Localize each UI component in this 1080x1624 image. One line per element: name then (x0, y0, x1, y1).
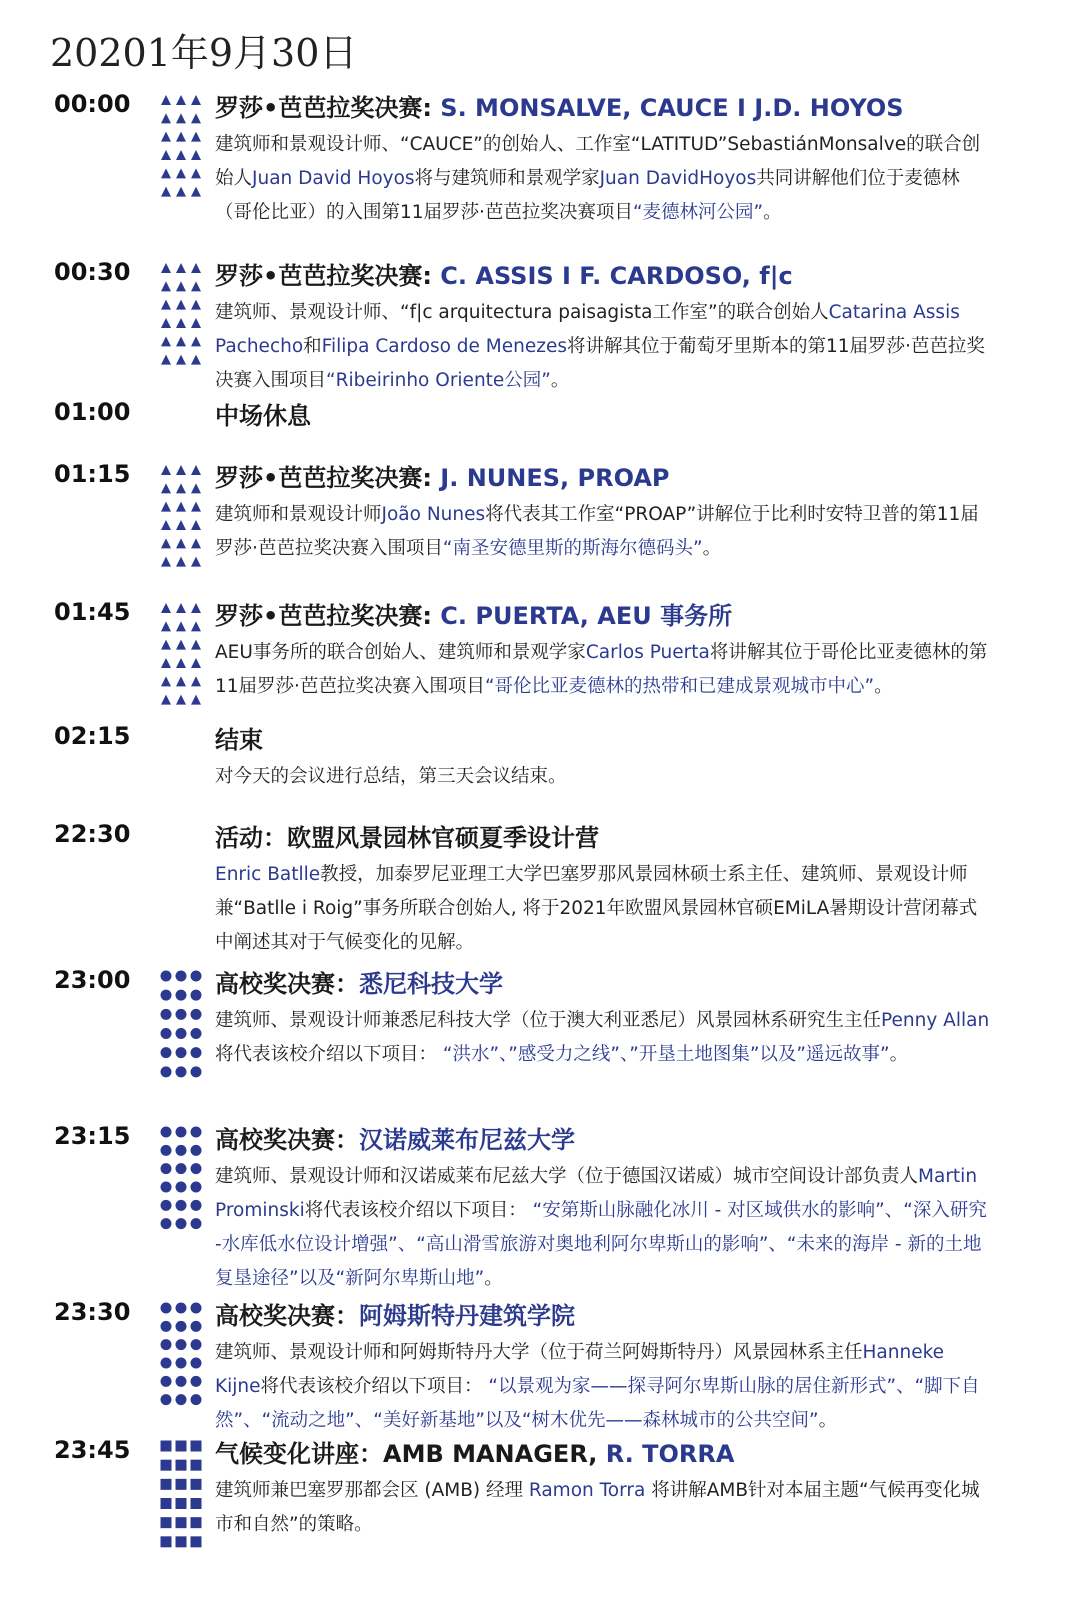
dot-shape (191, 1218, 202, 1229)
dot-shape (191, 1163, 202, 1174)
description-text: 将代表其工作室“PROAP”讲解位于比利时安特卫普的第11届罗莎·芭芭拉奖决赛入围项目 (215, 504, 979, 559)
entry-title (215, 722, 995, 758)
description-text: 建筑师和景观设计师 (215, 504, 382, 525)
dot-shape (176, 1163, 187, 1174)
triangle-shape (161, 621, 171, 631)
triangle-shape (191, 621, 201, 631)
entry-time: 01:00 (54, 398, 131, 426)
dot-shape (176, 1009, 187, 1020)
triangle-shape (161, 603, 171, 613)
dot-shape (161, 1218, 172, 1229)
triangle-shape (161, 132, 171, 142)
entry-content (215, 966, 995, 1072)
triangle-shape (161, 483, 171, 493)
triangle-shape (191, 263, 201, 273)
triangle-shape (191, 300, 201, 310)
description-highlight: Juan DavidHoyos (599, 168, 757, 189)
description-text: 将讲解其位于葡萄牙里斯本的第11届罗莎·芭芭拉奖决赛入围项目 (215, 336, 985, 391)
description-text: 将讲解其位于哥伦比亚麦德林的第11届罗莎·芭芭拉奖决赛入围项目 (215, 642, 988, 697)
triangle-shape (161, 187, 171, 197)
description-text: 建筑师和景观设计师、“CAUCE”的创始人、工作室“LATITUD”SebastiánMonsalve的联合创始人 (215, 134, 981, 189)
dot-shape (176, 1376, 187, 1387)
description-highlight: “以景观为家——探寻阿尔卑斯山脉的居住新形式”、“脚下自然”、“流动之地”、“美好新基地”以及“树木优先——森林城市的公共空间” (215, 1376, 980, 1431)
dot-shape (191, 1303, 202, 1314)
entry-icon (160, 262, 210, 372)
description-text: 建筑师兼巴塞罗那都会区 (AMB) 经理 (215, 1480, 529, 1501)
dot-shape (191, 1047, 202, 1058)
entry-content (215, 1122, 995, 1296)
description-highlight: “哥伦比亚麦德林的热带和已建成景观城市中心” (484, 676, 875, 697)
triangle-shape (161, 263, 171, 273)
triangle-shape (176, 502, 186, 512)
triangle-grid-icon (160, 94, 210, 204)
entry-icon (160, 464, 210, 574)
entry-time: 23:45 (54, 1436, 131, 1464)
entry-title (215, 1122, 995, 1158)
triangle-shape (161, 355, 171, 365)
dot-shape (161, 1066, 172, 1077)
triangle-shape (161, 465, 171, 475)
description-highlight: Filipa Cardoso de Menezes (321, 336, 567, 357)
description-text: 。 (763, 202, 782, 223)
dot-shape (176, 1028, 187, 1039)
entry-description (215, 1474, 995, 1542)
dot-shape (176, 1339, 187, 1350)
triangle-shape (161, 113, 171, 123)
triangle-shape (161, 640, 171, 650)
triangle-shape (176, 695, 186, 705)
entry-time: 23:00 (54, 966, 131, 994)
dot-shape (191, 1028, 202, 1039)
entry-time: 02:15 (54, 722, 131, 750)
triangle-shape (191, 187, 201, 197)
dot-shape (191, 1145, 202, 1156)
description-highlight: “安第斯山脉融化冰川 - 对区域供水的影响”、“深入研究 -水库低水位设计增强”、“高山滑雪旅游对奥地利阿尔卑斯山的影响”、“未来的海岸 - 新的土地复垦途径”以及“新阿尔卑斯山地” (215, 1200, 987, 1289)
description-text: 建筑师、景观设计师和汉诺威莱布尼兹大学（位于德国汉诺威）城市空间设计部负责人 (215, 1166, 919, 1187)
entry-title-highlight: R. TORRA (605, 1440, 735, 1468)
triangle-shape (191, 502, 201, 512)
triangle-shape (176, 603, 186, 613)
dot-grid-icon (160, 1126, 210, 1236)
dot-shape (191, 1009, 202, 1020)
entry-description (215, 636, 995, 704)
dot-shape (191, 1127, 202, 1138)
entry-content (215, 598, 995, 704)
square-shape (161, 1441, 172, 1452)
square-shape (176, 1498, 187, 1509)
dot-shape (176, 971, 187, 982)
entry-title (215, 820, 995, 856)
triangle-shape (176, 263, 186, 273)
dot-shape (161, 1376, 172, 1387)
entry-content (215, 1298, 995, 1438)
dot-shape (176, 1394, 187, 1405)
square-shape (161, 1517, 172, 1528)
description-text: 。 (484, 1268, 503, 1289)
entry-description (215, 1004, 995, 1072)
dot-shape (176, 1066, 187, 1077)
dot-shape (176, 1047, 187, 1058)
description-text: 对今天的会议进行总结，第三天会议结束。 (215, 766, 567, 787)
triangle-shape (191, 538, 201, 548)
triangle-shape (176, 168, 186, 178)
triangle-shape (161, 538, 171, 548)
dot-shape (191, 971, 202, 982)
dot-shape (161, 1163, 172, 1174)
entry-time: 00:30 (54, 258, 131, 286)
triangle-shape (161, 168, 171, 178)
triangle-shape (176, 150, 186, 160)
description-text: 建筑师、景观设计师和阿姆斯特丹大学（位于荷兰阿姆斯特丹）风景园林系主任 (215, 1342, 863, 1363)
dot-shape (161, 1028, 172, 1039)
entry-description (215, 296, 995, 398)
entry-time: 23:30 (54, 1298, 131, 1326)
square-shape (176, 1460, 187, 1471)
dot-grid-icon (160, 970, 210, 1085)
entry-content (215, 820, 995, 960)
dot-shape (161, 1127, 172, 1138)
dot-shape (191, 1321, 202, 1332)
triangle-shape (191, 695, 201, 705)
square-shape (191, 1479, 202, 1490)
entry-title (215, 90, 995, 126)
dot-shape (191, 1394, 202, 1405)
triangle-shape (191, 95, 201, 105)
triangle-shape (161, 281, 171, 291)
triangle-shape (191, 520, 201, 530)
entry-description (215, 128, 995, 230)
triangle-shape (161, 150, 171, 160)
description-text: 教授，加泰罗尼亚理工大学巴塞罗那风景园林硕士系主任、建筑师、景观设计师兼“Batlle i Roig”事务所联合创始人, 将于2021年欧盟风景园林官硕EMiLA暑期设计营闭幕式中阐述其对于气候变化的见解。 (215, 864, 978, 953)
triangle-shape (176, 676, 186, 686)
entry-title-prefix: 罗莎•芭芭拉奖决赛: (215, 464, 441, 492)
entry-title-highlight: 悉尼科技大学 (359, 970, 503, 998)
square-shape (191, 1498, 202, 1509)
entry-title (215, 966, 995, 1002)
triangle-shape (176, 538, 186, 548)
triangle-shape (176, 95, 186, 105)
entry-title-highlight: S. MONSALVE, CAUCE I J.D. HOYOS (440, 94, 904, 122)
entry-title-highlight: C. ASSIS I F. CARDOSO, f|c (440, 262, 793, 290)
triangle-shape (176, 658, 186, 668)
entry-time: 23:15 (54, 1122, 131, 1150)
dot-shape (191, 990, 202, 1001)
description-highlight: Catarina Assis Pachecho (215, 302, 960, 357)
triangle-shape (161, 502, 171, 512)
triangle-shape (191, 676, 201, 686)
description-highlight: Carlos Puerta (585, 642, 710, 663)
description-highlight: Ramon Torra (528, 1480, 646, 1501)
square-shape (176, 1517, 187, 1528)
triangle-shape (176, 318, 186, 328)
description-text: 将与建筑师和景观学家 (414, 168, 600, 189)
description-highlight: Juan David Hoyos (252, 168, 415, 189)
triangle-shape (176, 483, 186, 493)
entry-icon (160, 1302, 210, 1412)
triangle-shape (176, 640, 186, 650)
triangle-shape (191, 113, 201, 123)
entry-icon (160, 1126, 210, 1236)
triangle-shape (161, 676, 171, 686)
entry-content (215, 258, 995, 398)
entry-title (215, 460, 995, 496)
triangle-grid-icon (160, 602, 210, 712)
dot-shape (176, 1358, 187, 1369)
square-grid-icon (160, 1440, 210, 1555)
entry-content (215, 722, 995, 794)
dot-shape (161, 1303, 172, 1314)
dot-shape (161, 1321, 172, 1332)
dot-shape (161, 990, 172, 1001)
dot-grid-icon (160, 1302, 210, 1412)
entry-title-highlight: 阿姆斯特丹建筑学院 (359, 1302, 575, 1330)
triangle-grid-icon (160, 464, 210, 574)
entry-description (215, 1160, 995, 1296)
square-shape (161, 1536, 172, 1547)
square-shape (176, 1479, 187, 1490)
dot-shape (161, 1358, 172, 1369)
triangle-shape (191, 355, 201, 365)
triangle-shape (176, 465, 186, 475)
entry-time: 22:30 (54, 820, 131, 848)
dot-shape (176, 990, 187, 1001)
triangle-shape (161, 658, 171, 668)
entry-content (215, 460, 995, 566)
description-text: 建筑师、景观设计师、“f|c arquitectura paisagista工作室”的联合创始人 (215, 302, 829, 323)
square-shape (161, 1498, 172, 1509)
description-highlight: João Nunes (381, 504, 486, 525)
dot-shape (176, 1200, 187, 1211)
description-text: 将讲解AMB针对本届主题“气候再变化城市和自然”的策略。 (215, 1480, 980, 1535)
dot-shape (161, 1339, 172, 1350)
triangle-shape (176, 187, 186, 197)
description-text: 将代表该校介绍以下项目： (304, 1200, 533, 1221)
entry-title-prefix: 罗莎•芭芭拉奖决赛: (215, 602, 441, 630)
triangle-shape (191, 150, 201, 160)
triangle-shape (161, 336, 171, 346)
triangle-shape (191, 465, 201, 475)
triangle-shape (176, 336, 186, 346)
description-text: 。 (702, 538, 722, 559)
description-text: 。 (550, 370, 570, 391)
entry-title-prefix: 结束 (215, 726, 263, 754)
description-highlight: “洪水”、”感受力之线”、”开垦土地图集”以及”遥远故事” (442, 1044, 890, 1065)
description-highlight: “Ribeirinho Oriente公园” (326, 370, 551, 391)
entry-title-prefix: 活动：欧盟风景园林官硕夏季设计营 (215, 824, 599, 852)
entry-title (215, 398, 995, 434)
dot-shape (176, 1303, 187, 1314)
description-highlight: Enric Batlle (215, 864, 321, 885)
triangle-shape (176, 113, 186, 123)
entry-title (215, 1298, 995, 1334)
entry-title-prefix: 气候变化讲座：AMB MANAGER, (215, 1440, 606, 1468)
square-shape (161, 1460, 172, 1471)
entry-time: 01:15 (54, 460, 131, 488)
triangle-shape (176, 281, 186, 291)
entry-title (215, 258, 995, 294)
description-highlight: Penny Allan (881, 1010, 990, 1031)
triangle-shape (191, 132, 201, 142)
dot-shape (161, 1047, 172, 1058)
entry-content (215, 1436, 995, 1542)
entry-title-prefix: 罗莎•芭芭拉奖决赛: (215, 94, 441, 122)
entry-icon (160, 94, 210, 204)
dot-shape (176, 1127, 187, 1138)
dot-shape (161, 971, 172, 982)
dot-shape (191, 1376, 202, 1387)
page-date: 20201年9月30日 (50, 31, 358, 75)
triangle-shape (191, 658, 201, 668)
dot-shape (161, 1394, 172, 1405)
triangle-shape (176, 132, 186, 142)
triangle-shape (161, 520, 171, 530)
description-text: 共同讲解他们位于麦德林（哥伦比亚）的入围第11届罗莎·芭芭拉奖决赛项目 (215, 168, 960, 223)
description-text: 将代表该校介绍以下项目： (215, 1044, 443, 1065)
entry-title-prefix: 高校奖决赛： (215, 1302, 359, 1330)
dot-shape (191, 1200, 202, 1211)
triangle-shape (191, 318, 201, 328)
entry-description (215, 498, 995, 566)
entry-description (215, 760, 995, 794)
square-shape (176, 1536, 187, 1547)
entry-icon (160, 970, 210, 1085)
dot-shape (176, 1145, 187, 1156)
square-shape (191, 1517, 202, 1528)
entry-description (215, 1336, 995, 1438)
description-text: 。 (874, 676, 893, 697)
entry-content (215, 90, 995, 230)
dot-shape (161, 1009, 172, 1020)
triangle-shape (161, 300, 171, 310)
triangle-shape (191, 168, 201, 178)
description-highlight: Hanneke Kijne (215, 1342, 945, 1397)
entry-icon (160, 1440, 210, 1555)
entry-icon (160, 602, 210, 712)
entry-time: 00:00 (54, 90, 131, 118)
triangle-shape (161, 318, 171, 328)
square-shape (191, 1441, 202, 1452)
description-text: 将代表该校介绍以下项目： (260, 1376, 489, 1397)
triangle-grid-icon (160, 262, 210, 372)
entry-title-prefix: 中场休息 (215, 402, 311, 430)
entry-time: 01:45 (54, 598, 131, 626)
triangle-shape (176, 300, 186, 310)
description-text: AEU事务所的联合创始人、建筑师和景观学家 (215, 642, 586, 663)
entry-title-highlight: C. PUERTA, AEU 事务所 (440, 602, 733, 630)
entry-title-highlight: 汉诺威莱布尼兹大学 (359, 1126, 575, 1154)
entry-title-prefix: 高校奖决赛： (215, 970, 359, 998)
description-highlight: “麦德林河公园” (632, 202, 764, 223)
triangle-shape (176, 355, 186, 365)
triangle-shape (176, 520, 186, 530)
dot-shape (161, 1145, 172, 1156)
entry-description (215, 858, 995, 960)
triangle-shape (191, 557, 201, 567)
entry-title-highlight: J. NUNES, PROAP (440, 464, 670, 492)
triangle-shape (161, 695, 171, 705)
triangle-shape (161, 557, 171, 567)
square-shape (191, 1536, 202, 1547)
description-highlight: “南圣安德里斯的斯海尔德码头” (442, 538, 703, 559)
dot-shape (191, 1182, 202, 1193)
square-shape (191, 1460, 202, 1471)
description-highlight: Martin Prominski (215, 1166, 978, 1221)
triangle-shape (191, 281, 201, 291)
description-text: 。 (889, 1044, 909, 1065)
dot-shape (176, 1182, 187, 1193)
square-shape (176, 1441, 187, 1452)
entry-title (215, 1436, 995, 1472)
description-text: 和 (303, 336, 322, 357)
entry-title-prefix: 罗莎•芭芭拉奖决赛: (215, 262, 441, 290)
triangle-shape (191, 640, 201, 650)
description-text: 。 (818, 1410, 838, 1431)
dot-shape (191, 1358, 202, 1369)
dot-shape (161, 1182, 172, 1193)
triangle-shape (176, 621, 186, 631)
entry-title-prefix: 高校奖决赛： (215, 1126, 359, 1154)
triangle-shape (176, 557, 186, 567)
entry-title (215, 598, 995, 634)
description-text: 建筑师、景观设计师兼悉尼科技大学（位于澳大利亚悉尼）风景园林系研究生主任 (215, 1010, 882, 1031)
dot-shape (191, 1066, 202, 1077)
triangle-shape (191, 336, 201, 346)
dot-shape (191, 1339, 202, 1350)
dot-shape (176, 1218, 187, 1229)
triangle-shape (191, 603, 201, 613)
square-shape (161, 1479, 172, 1490)
triangle-shape (161, 95, 171, 105)
triangle-shape (191, 483, 201, 493)
dot-shape (176, 1321, 187, 1332)
entry-content (215, 398, 995, 434)
dot-shape (161, 1200, 172, 1211)
